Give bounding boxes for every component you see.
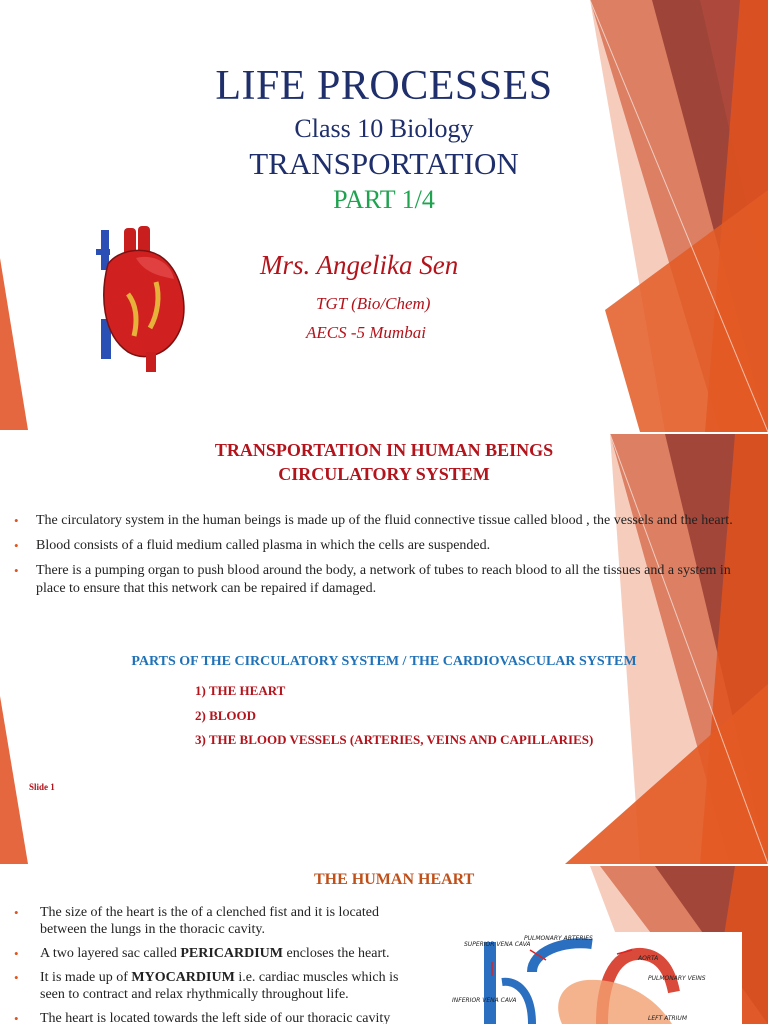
title-slide xyxy=(0,0,768,432)
part-item: 2) BLOOD xyxy=(195,708,257,723)
presentation-title: LIFE PROCESSES xyxy=(215,63,553,109)
label-pulmonary-arteries: PULMONARY ARTERIES xyxy=(524,935,593,942)
label-superior-vena-cava: SUPERIOR VENA CAVA xyxy=(464,941,531,948)
part-item: 1) THE HEART xyxy=(195,683,286,698)
author-name: Mrs. Angelika Sen xyxy=(260,250,459,280)
bullet-list xyxy=(14,512,734,605)
topic-title: TRANSPORTATION xyxy=(249,146,519,181)
heart-diagram xyxy=(412,932,742,1024)
slide-heading-line1: TRANSPORTATION IN HUMAN BEINGS xyxy=(214,440,554,460)
circulatory-system-slide xyxy=(0,434,768,864)
class-subtitle: Class 10 Biology xyxy=(294,114,474,143)
list-item: • Blood consists of a fluid medium called plasma in which the cells are suspended. xyxy=(14,537,734,555)
heart-illustration xyxy=(88,224,190,372)
list-item: • It is made up of MYOCARDIUM i.e. cardiac muscles which is seen to contract and relax rhythmically throughout life. xyxy=(14,969,414,1003)
slide-heading-line2: CIRCULATORY SYSTEM xyxy=(278,464,490,484)
parts-heading: PARTS OF THE CIRCULATORY SYSTEM / THE CARDIOVASCULAR SYSTEM xyxy=(131,654,637,669)
label-aorta: AORTA xyxy=(638,955,659,962)
list-item: • The circulatory system in the human beings is made up of the fluid connective tissue called blood , the vessels and the heart. xyxy=(14,512,734,530)
part-item: 3) THE BLOOD VESSELS (ARTERIES, VEINS AND CAPILLARIES) xyxy=(195,732,594,747)
label-inferior-vena-cava: INFERIOR VENA CAVA xyxy=(452,997,517,1004)
label-pulmonary-veins: PULMONARY VEINS xyxy=(648,975,706,982)
slide-number: Slide 1 xyxy=(29,782,55,792)
slide-title: THE HUMAN HEART xyxy=(314,871,475,888)
school-name: AECS -5 Mumbai xyxy=(306,323,426,342)
label-left-atrium: LEFT ATRIUM xyxy=(648,1015,687,1022)
human-heart-slide xyxy=(0,866,768,1024)
decorative-shapes xyxy=(0,434,768,864)
author-role: TGT (Bio/Chem) xyxy=(316,294,431,313)
bullet-list xyxy=(14,904,414,1024)
list-item: • A two layered sac called PERICARDIUM encloses the heart. xyxy=(14,945,414,962)
list-item: • There is a pumping organ to push blood around the body, a network of tubes to reach blood to all the tissues and a system in place to ensure that this network can be repaired if damaged. xyxy=(14,562,734,598)
list-item: • The heart is located towards the left side of our thoracic cavity xyxy=(14,1010,414,1024)
list-item: • The size of the heart is the of a clenched fist and it is located between the lungs in the thoracic cavity. xyxy=(14,904,414,938)
part-label: PART 1/4 xyxy=(333,185,435,214)
